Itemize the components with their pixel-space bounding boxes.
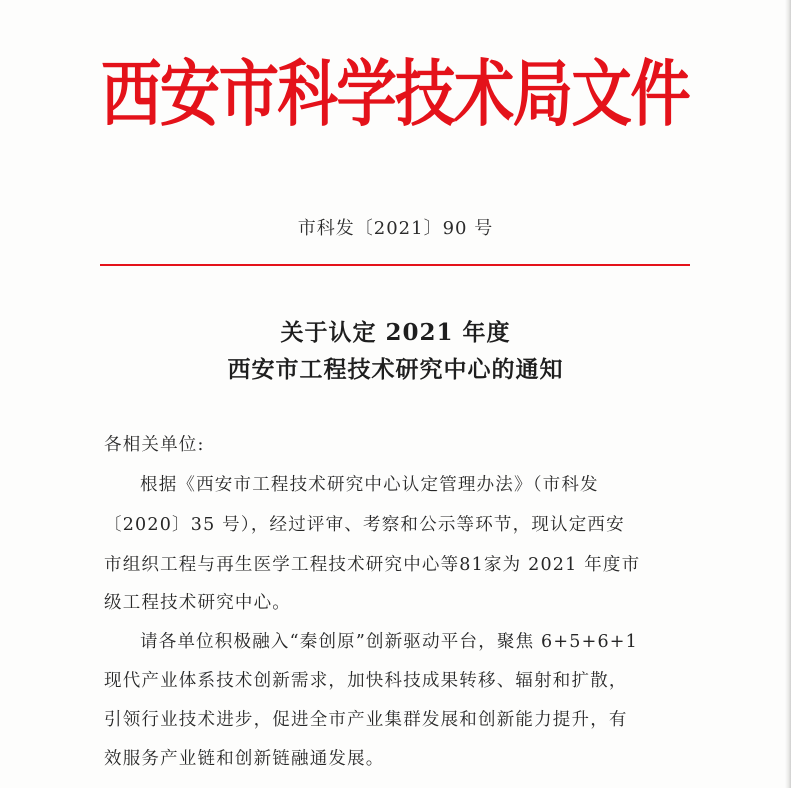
page-edge-shadow — [785, 0, 791, 788]
salutation: 各相关单位: — [104, 435, 205, 455]
paragraph-2-line-2: 现代产业体系技术创新需求，加快科技成果转移、辐射和扩散， — [104, 671, 628, 691]
document-number: 市科发〔2021〕90 号 — [297, 218, 494, 239]
paragraph-1-line-2: 〔2020〕35 号），经过评审、考察和公示等环节，现认定西安 — [104, 515, 625, 535]
notice-title-line-1: 关于认定 2021 年度 — [280, 319, 511, 346]
paragraph-1-line-4: 级工程技术研究中心。 — [104, 593, 291, 613]
agency-title: 西安市科学技术局文件 — [101, 51, 690, 136]
paragraph-2-line-4: 效服务产业链和创新链融通发展。 — [104, 749, 385, 769]
paragraph-1-line-3: 市组织工程与再生医学工程技术研究中心等81家为 2021 年度市 — [104, 555, 641, 575]
notice-title-line-2: 西安市工程技术研究中心的通知 — [227, 356, 564, 383]
paragraph-2-line-3: 引领行业技术进步，促进全市产业集群发展和创新能力提升，有 — [104, 710, 628, 730]
paragraph-2-line-1: 请各单位积极融入“秦创原”创新驱动平台，聚焦 6+5+6+1 — [140, 632, 638, 652]
paragraph-1-line-1: 根据《西安市工程技术研究中心认定管理办法》（市科发 — [140, 475, 599, 495]
red-separator-line — [100, 264, 690, 266]
agency-masthead — [0, 48, 791, 140]
